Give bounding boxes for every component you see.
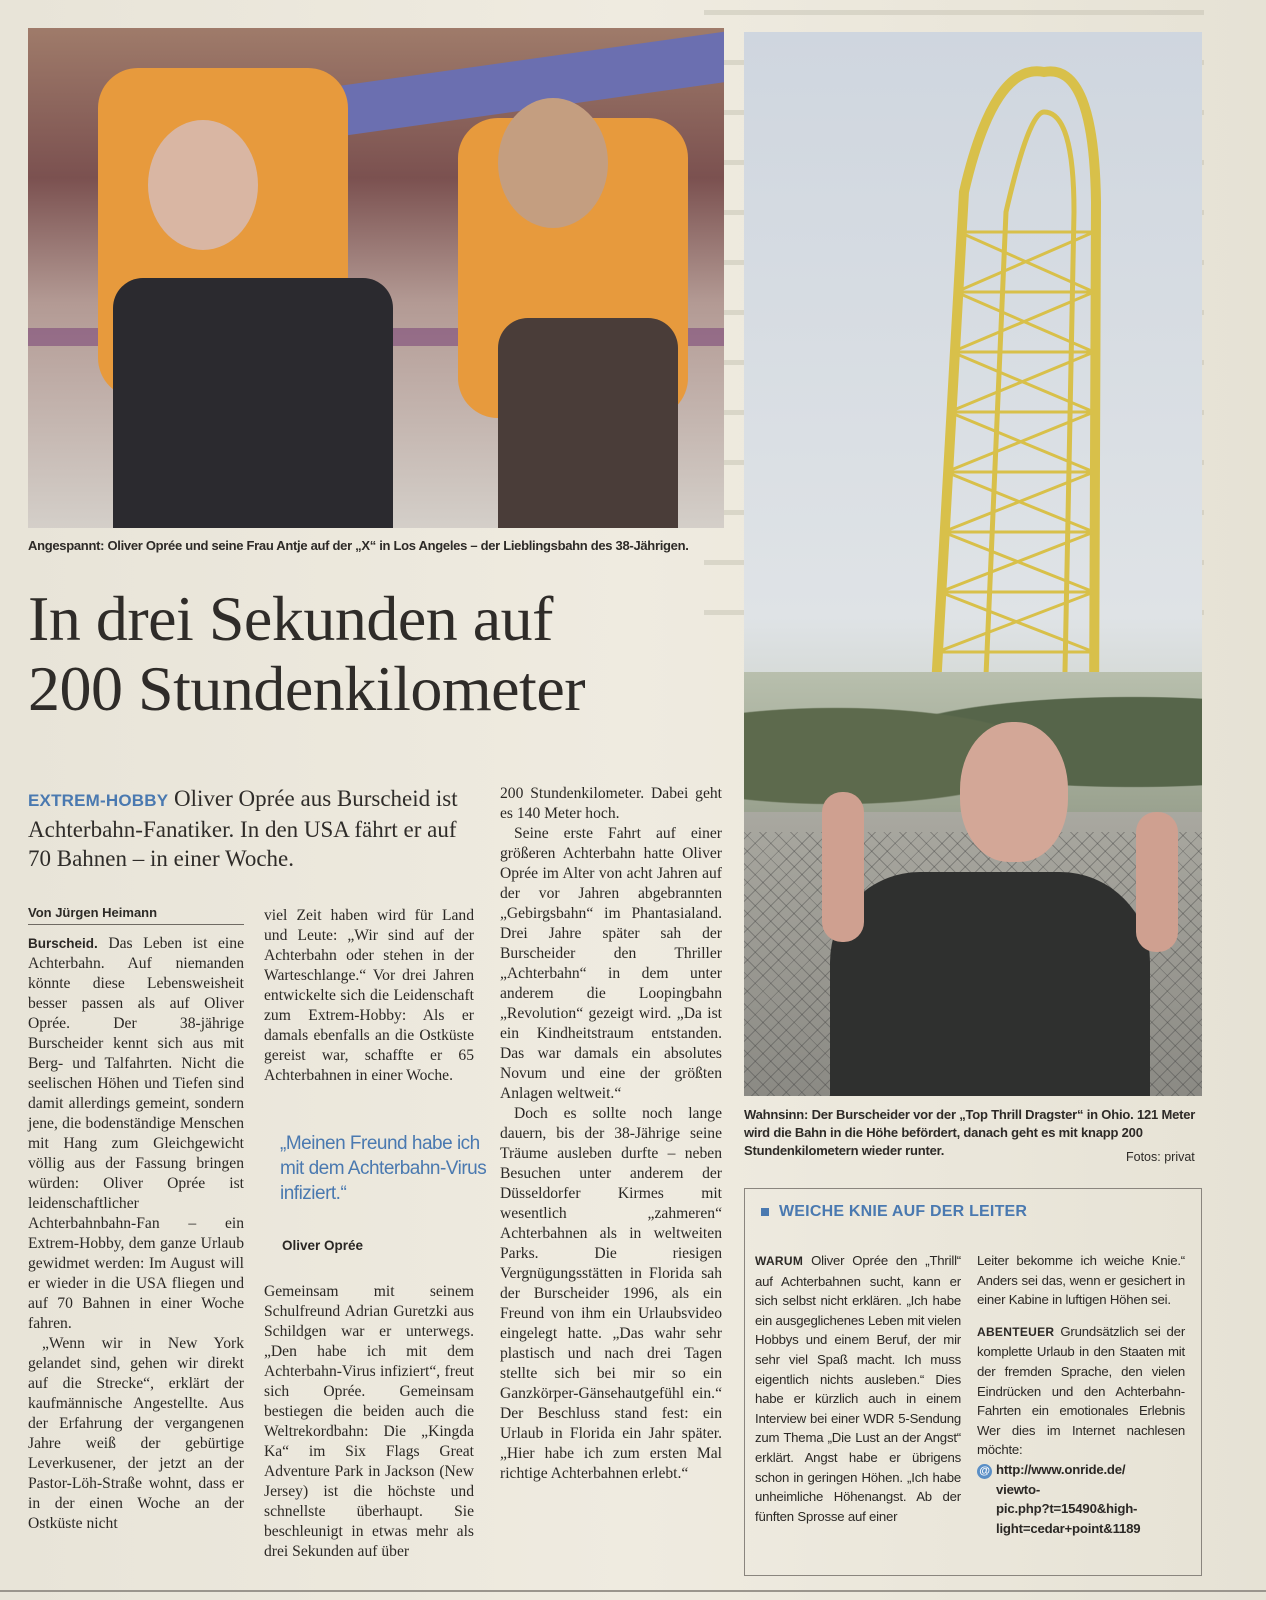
deck-text: Oliver Oprée aus Burscheid ist Achterbahn-Fanatiker. In den USA fährt er auf 70 Bahnen – in einer Woche. [28, 786, 458, 871]
url-line-2[interactable]: viewto- [996, 1481, 1041, 1497]
sidebar-title [761, 1203, 1027, 1221]
pull-quote-author: Oliver Oprée [282, 1238, 364, 1253]
headline [28, 584, 728, 724]
headline-line-2: 200 Stundenkilometer [28, 653, 586, 724]
photo2-caption: Wahnsinn: Der Burscheider vor der „Top Thrill Dragster“ in Ohio. 121 Meter wird die Bahn in die Höhe befördert, danach geht es mit knapp 200 Stundenkilometern wieder runter. [744, 1107, 1196, 1158]
sidebar-column-1 [755, 1251, 961, 1526]
kicker: EXTREM-HOBBY [28, 791, 169, 810]
at-icon: @ [977, 1464, 992, 1479]
col1-paragraph-2: „Wenn wir in New York gelandet sind, gehen wir direkt auf die Strecke“, erklärt der kaufmännische Angestellte. Aus der Erfahrung der vergangenen Jahre weiß der gebürtige Leverkusener, der jetzt an der Pastor-Löh-Straße wohnt, dass er in der einen Woche an der Ostküste nicht [28, 1335, 244, 1532]
photo1-caption: Angespannt: Oliver Oprée und seine Frau Antje auf der „X“ in Los Angeles – der Lieblingsbahn des 38-Jährigen. [28, 538, 689, 553]
photo-top-thrill-dragster [744, 32, 1202, 1096]
man-figure [830, 872, 1150, 1096]
article-column-1 [28, 934, 244, 1534]
sidebar-box [744, 1188, 1202, 1576]
url-line-1[interactable]: http://www.onride.de/ [996, 1461, 1126, 1477]
deck [28, 784, 468, 873]
col3-paragraph-2: Seine erste Fahrt auf einer größeren Achterbahn hatte Oliver Oprée im Alter von acht Jahren auf der vor Jahren abgebrannten „Gebirgsbahn“ im Phantasialand. Drei Jahre später sah der Burscheider den Thriller „Achterbahn“ in dem unter anderem die Loopingbahn „Revolution“ gezeigt wird. „Da ist ein Kindheitstraum entstanden. Das war damals ein absolutes Novum und eine der größten Anlagen weltweit.“ [500, 825, 722, 1102]
col1-paragraph-1: Das Leben ist eine Achterbahn. Auf niemanden könnte diese Lebensweisheit besser passen als auf Oliver Oprée. Der 38-jährige Burscheider kennt sich aus mit Berg- und Talfahrten. Nicht die seelischen Höhen und Tiefen sind damit allerdings gemeint, sondern jene, die bodenständige Menschen mit Hang zum Gleichgewicht völlig aus der Fassung bringen würden: Oliver Oprée ist leidenschaftlicher Achterbahnbahn-Fan – ein Extrem-Hobby, dem ganze Urlaub gewidmet werden: Im August will er wieder in die USA fliegen und auf 70 Bahnen in einer Woche fahren. [28, 935, 244, 1332]
square-bullet-icon [761, 1208, 769, 1216]
col3-paragraph-3: Doch es sollte noch lange dauern, bis der 38-Jährige seine Träume ausleben durfte – neben Besuchen unter anderem der Düsseldorfer Kirmes mit wesentlich „zahmeren“ Achterbahnen als in weltweiten Parks. Die riesigen Vergnügungsstätten in Florida sah der Burscheider 1996, als ein Freund von ihm ein Urlaubsvideo eingelegt hatte. „Das wahr sehr plastisch und nach drei Tagen stellte sich bei mir so ein Ganzkörper-Gänsehautgefühl ein.“ Der Beschluss stand fest: ein Urlaub in Florida ein Jahr später. „Hier habe ich zum ersten Mal richtige Achterbahnen erlebt.“ [500, 1105, 722, 1482]
byline: Von Jürgen Heimann [28, 905, 158, 920]
pull-quote: „Meinen Freund habe ich mit dem Achterbahn-Virus infiziert.“ [280, 1133, 487, 1204]
col2-paragraph-1: viel Zeit haben wird für Land und Leute: „Wir sind auf der Achterbahn oder stehen in der Warteschlange.“ Vor drei Jahren entwickelte sich die Leidenschaft zum Extrem-Hobby: Als er damals ebenfalls an die Ostküste gereist war, schaffte er 65 Achterbahnen in einer Woche. [264, 907, 474, 1084]
col3-paragraph-1: 200 Stundenkilometer. Dabei geht es 140 Meter hoch. [500, 785, 722, 822]
byline-rule [28, 924, 244, 925]
col2-paragraph-2: Gemeinsam mit seinem Schulfreund Adrian Guretzki aus Schildgen war er unterwegs. „Den habe ich mit dem Achterbahn-Virus infiziert“, freut sich Oprée. Gemeinsam bestiegen die beiden auch die Weltrekordbahn: Die „Kingda Ka“ im Six Flags Great Adventure Park in Jackson (New Jersey) ist die höchste und schnellste überhaupt. Sie beschleunigt in etwas mehr als drei Sekunden auf über [264, 1283, 474, 1560]
article-column-2b [264, 1282, 474, 1562]
abenteuer-label: ABENTEUER [977, 1324, 1055, 1339]
sidebar-column-2 [977, 1251, 1185, 1538]
photo-riders-on-coaster [28, 28, 724, 528]
sidebar-title-text: WEICHE KNIE AUF DER LEITER [779, 1203, 1028, 1220]
warum-text: Oliver Oprée den „Thrill“ auf Achterbahnen sucht, kann er sich selbst nicht erklären. „Ich habe ein ausgeglichenes Leben mit vielen Hobbys und einem Beruf, der mir sehr viel Spaß macht. Ich muss eigentlich nichts ausleben.“ Dies habe er kürzlich auch in einem Interview bei einer WDR 5-Sendung zum Thema „Die Lust an der Angst“ erklärt. Angst habe er übrigens schon in geringen Höhen. „Ich habe unheimliche Höhenangst. Ab der fünften Sprosse auf einer [755, 1253, 962, 1524]
warum-continuation: Leiter bekomme ich weiche Knie.“ Anders sei das, wenn er gesichert in einer Kabine in luftigen Höhen sei. [977, 1253, 1185, 1308]
dateline: Burscheid. [28, 936, 98, 951]
url-line-4[interactable]: light=cedar+point&1189 [996, 1520, 1141, 1536]
url-line-3[interactable]: pic.php?t=15490&high- [996, 1501, 1138, 1517]
article-column-2 [264, 906, 474, 1086]
photo-credit: Fotos: privat [1126, 1150, 1195, 1164]
bottom-rule [0, 1590, 1266, 1592]
abenteuer-text: Grundsätzlich sei der komplette Urlaub in den Staaten mit der fremden Sprache, den vielen Eindrücken und den Achterbahn-Fahrten ein emotionales Erlebnis Wer dies im Internet nachlesen möchte: [977, 1323, 1186, 1458]
article-column-3 [500, 784, 722, 1484]
warum-label: WARUM [755, 1254, 804, 1268]
headline-line-1: In drei Sekunden auf [28, 583, 553, 654]
